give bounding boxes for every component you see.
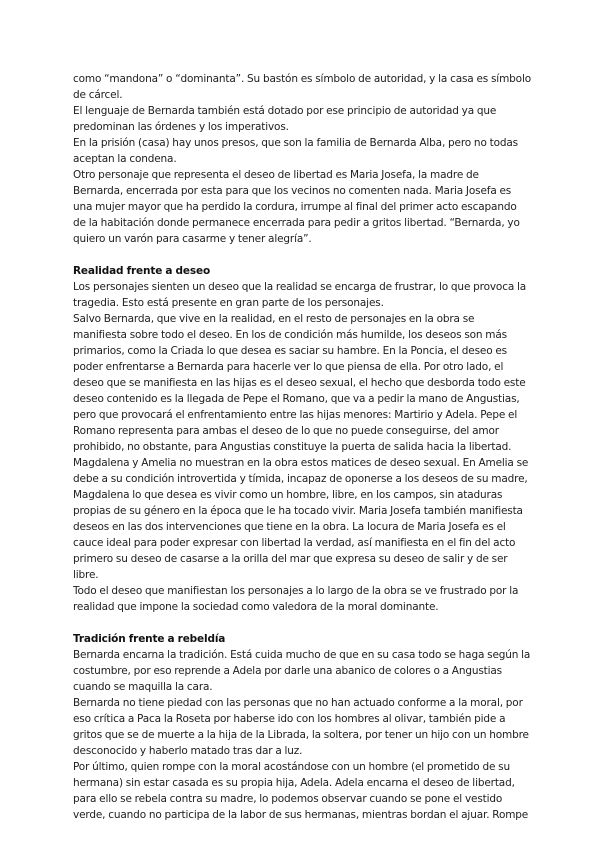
intro-paragraph: como “mandona” o “dominanta”. Su bastón es símbolo de autoridad, y la casa es símbolo de cárcel. bbox=[73, 73, 531, 101]
section-heading-realidad: Realidad frente a deseo bbox=[73, 265, 211, 277]
section-spacer bbox=[73, 615, 531, 631]
section1-paragraph: Los personajes sienten un deseo que la realidad se encarga de frustrar, lo que provoca la tragedia. Esto está presente en gran parte de los personajes. bbox=[73, 281, 527, 309]
intro-paragraph: En la prisión (casa) hay unos presos, que son la familia de Bernarda Alba, pero no todas aceptan la condena. bbox=[73, 137, 518, 165]
section-spacer bbox=[73, 247, 531, 263]
document-page bbox=[73, 71, 531, 823]
section-heading-tradicion: Tradición frente a rebeldía bbox=[73, 633, 226, 645]
section1-paragraph: Salvo Bernarda, que vive en la realidad, en el resto de personajes en la obra se manifiesta sobre todo el deseo. En los de condición más humilde, los deseos son más primarios, como la Criada lo que desea es saciar su hambre. En la Poncia, el deseo es poder enfrentarse a Bernarda para hacerle ver lo que piensa de ella. Por otro lado, el deseo que se manifiesta en las hijas es el deseo sexual, el hecho que desborda todo este deseo contenido es la llegada de Pepe el Romano, que va a pedir la mano de Angustias, pero que provocará el enfrentamiento entre las hijas menores: Martirio y Adela. Pepe el Romano representa para ambas el deseo de lo que no puede conseguirse, del amor prohibido, no obstante, para Angustias constituye la puerta de salida hacia la libertad. Magdalena y Amelia no muestran en la obra estos matices de deseo sexual. En Amelia se debe a su condición introvertida y tímida, incapaz de oponerse a los deseos de su madre, Magdalena lo que desea es vivir como un hombre, libre, en los campos, sin ataduras propias de su género en la época que le ha tocado vivir. Maria Josefa también manifiesta deseos en las dos intervenciones que tiene en la obra. La locura de Maria Josefa es el cauce ideal para poder expresar con libertad la verdad, así manifiesta en el fin del acto primero su deseo de casarse a la orilla del mar que expresa su deseo de salir y de ser libre. bbox=[73, 313, 529, 581]
section2-paragraph: Bernarda no tiene piedad con las personas que no han actuado conforme a la moral, por eso crítica a Paca la Roseta por haberse ido con los hombres al olivar, también pide a gritos que se de muerte a la hija de la Librada, la soltera, por tener un hijo con un hombre desconocido y haberlo matado tras dar a luz. bbox=[73, 697, 529, 757]
intro-paragraph: El lenguaje de Bernarda también está dotado por ese principio de autoridad ya que predominan las órdenes y los imperativos. bbox=[73, 105, 497, 133]
section2-paragraph: Bernarda encarna la tradición. Está cuida mucho de que en su casa todo se haga según la costumbre, por eso reprende a Adela por darle una abanico de colores o a Angustias cuando se maquilla la cara. bbox=[73, 649, 531, 693]
intro-paragraph: Otro personaje que representa el deseo de libertad es Maria Josefa, la madre de Bernarda, encerrada por esta para que los vecinos no comenten nada. Maria Josefa es una mujer mayor que ha perdido la cordura, irrumpe al final del primer acto escapando de la habitación donde permanece encerrada para pedir a gritos libertad. “Bernarda, yo quiero un varón para casarme y tener alegría”. bbox=[73, 169, 520, 245]
section1-paragraph: Todo el deseo que manifiestan los personajes a lo largo de la obra se ve frustrado por la realidad que impone la sociedad como valedora de la moral dominante. bbox=[73, 585, 519, 613]
section2-paragraph: Por último, quien rompe con la moral acostándose con un hombre (el prometido de su hermana) sin estar casada es su propia hija, Adela. Adela encarna el deseo de libertad, para ello se rebela contra su madre, lo podemos observar cuando se pone el vestido verde, cuando no participa de la labor de sus hermanas, mientras bordan el ajuar. Rompe bbox=[73, 761, 529, 821]
